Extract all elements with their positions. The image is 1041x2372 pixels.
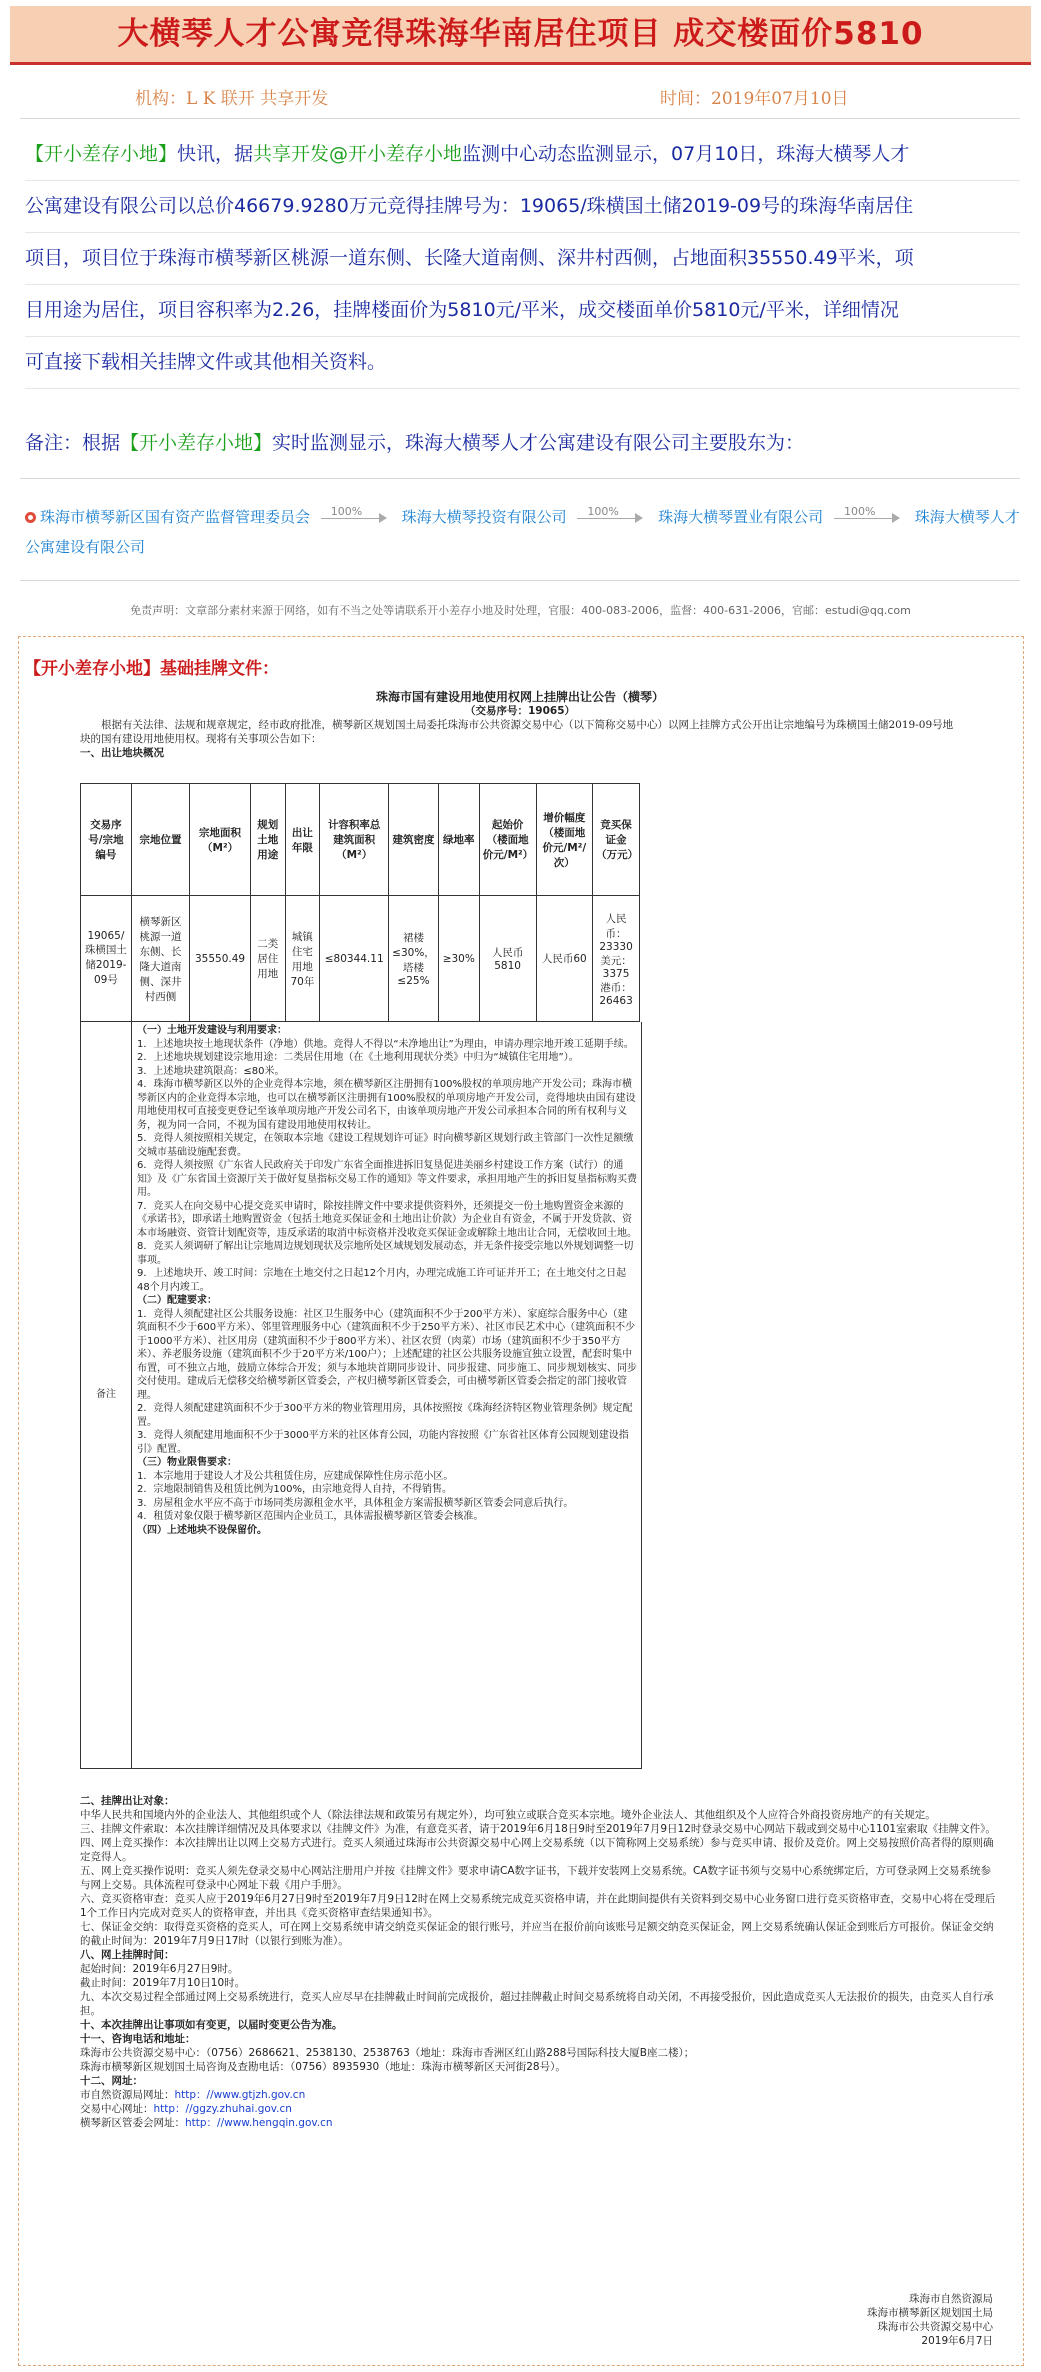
- table-cell: 城镇住宅用地70年: [285, 896, 320, 1022]
- time-label: 时间：2019年07月10日: [660, 89, 849, 109]
- source-tag: 【开小差存小地】: [25, 143, 178, 165]
- note-prefix: 备注：根据: [25, 432, 121, 454]
- page-title: 大横琴人才公寓竞得珠海华南居住项目 成交楼面价5810: [117, 16, 924, 52]
- shareholder-node[interactable]: 珠海大横琴人才公寓建设有限公司: [25, 508, 1020, 556]
- meta-row: [0, 84, 1041, 109]
- signature-line: 珠海市自然资源局: [909, 2293, 993, 2305]
- column-header: 交易序号/宗地编号: [81, 784, 132, 896]
- shareholder-chain: [25, 502, 1020, 562]
- remark-line: 6．竞得人须按照《广东省人民政府关于印发广东省全面推进拆旧复垦促进美丽乡村建设工作方案（试行）的通知》及《广东省国土资源厅关于做好复垦指标交易工作的通知》等文件要求，承担用地产生的拆旧复垦指标购买费用。: [137, 1160, 637, 1198]
- disclaimer: 免责声明：文章部分素材来源于网络，如有不当之处等请联系开小差存小地及时处理，官服：400-083-2006，监督：400-631-2006，官邮：estudi@qq.com: [130, 604, 911, 617]
- remark-line: 7．竞买人在向交易中心提交竞买申请时，除按挂牌文件中要求提供资料外，还须提交一份土地购置资金来源的《承诺书》，即承诺土地购置资金（包括土地竞买保证金和土地出让价款）为企业自有资金，不属于开发贷款、资本市场融资、资管计划配资等，违反承诺的取消中标资格并没收竞买保证金或解除土地出让合同，无偿收回土地。: [137, 1200, 637, 1239]
- notice-subtitle: （交易序号：19065）: [464, 705, 576, 717]
- term-line: 二、挂牌出让对象：: [80, 1795, 175, 1807]
- term-line: 六、竞买资格审查：竞买人应于2019年6月27日9时至2019年7月9日12时在网上交易系统完成竞买资格申请，并在此期间提供有关资料到交易中心业务窗口进行竞买资格审查，交易中心将在受理后1个工作日内完成对竞买人的资格审查，并出具《竞买资格审查结果通知书》。: [80, 1893, 996, 1919]
- remark-line: 3．上述地块建筑限高：≤80米。: [137, 1065, 285, 1077]
- column-header: 宗地面积（M²）: [190, 784, 251, 896]
- paragraph-line-1: [25, 128, 1020, 181]
- url-label: 市自然资源局网址：: [80, 2089, 175, 2101]
- remark-line: 5．竞得人须按照相关规定，在领取本宗地《建设工程规划许可证》时向横琴新区规划行政主管部门一次性足额缴交城市基础设施配套费。: [137, 1133, 634, 1158]
- remark-line: 9．上述地块开、竣工时间：宗地在土地交付之日起12个月内，办理完成施工许可证并开工；在土地交付之日起48个月内竣工。: [137, 1268, 627, 1293]
- term-line: 珠海市公共资源交易中心：（0756）2686621、2538130、2538763（地址：珠海市香洲区红山路288号国际科技大厦B座二楼）；: [80, 2047, 695, 2059]
- text-run: 目用途为居住，项目容积率为2.26，挂牌楼面价为5810元/平米，成交楼面单价5810元/平米，详细情况: [25, 299, 899, 321]
- term-line: 九、本次交易过程全部通过网上交易系统进行，竞买人应尽早在挂牌截止时间前完成报价，超过挂牌截止时间交易系统将自动关闭，不再接受报价，因此造成竞买人无法报价的损失，由竞买人自行承担。: [80, 1991, 994, 2017]
- paragraph-line-2: [25, 180, 1020, 233]
- source-tag: 【开小差存小地】: [120, 432, 273, 454]
- signature-line: 珠海市横琴新区规划国土局: [867, 2307, 993, 2319]
- column-header: 建筑密度: [389, 784, 439, 896]
- remark-line: 4．珠海市横琴新区以外的企业竞得本宗地，须在横琴新区注册拥有100%股权的单项房地产开发公司；珠海市横琴新区内的企业竞得本宗地，也可以在横琴新区注册拥有100%股权的单项房地产开发公司，竞得地块由国有建设用地使用权可直接变更登记至该单项房地产开发公司名下，由该单项房地产开发公司承担本合同的所有权利与义务，视为同一合同，不视为国有建设用地使用权转让。: [137, 1079, 636, 1131]
- monitor-link[interactable]: 共享开发@开小差存小地: [253, 143, 463, 165]
- table-cell: 二类居住用地: [251, 896, 286, 1022]
- remark-body: [137, 1024, 637, 1537]
- share-percent: 100%: [587, 504, 619, 518]
- term-line: 珠海市横琴新区规划国土局咨询及查勘电话：（0756）8935930（地址：珠海市横琴新区天河街28号）。: [80, 2061, 566, 2073]
- term-line: 起始时间：2019年6月27日9时。: [80, 1963, 239, 1975]
- note-text: 实时监测显示，珠海大横琴人才公寓建设有限公司主要股东为：: [272, 432, 805, 454]
- table-row: [81, 896, 640, 1022]
- remark-line: 1．上述地块按土地现状条件（净地）供地。竞得人不得以“未净地出让”为理由，申请办理宗地开竣工延期手续。: [137, 1038, 634, 1050]
- notice-terms: [80, 1794, 1000, 2130]
- column-header: 出让年限: [285, 784, 320, 896]
- term-line: 十一、咨询电话和地址：: [80, 2033, 196, 2045]
- term-line: 中华人民共和国境内外的企业法人、其他组织或个人（除法律法规和政策另有规定外），均可独立或联合竞买本宗地。境外企业法人、其他组织及个人应符合外商投资房地产的有关规定。: [80, 1809, 936, 1821]
- remark-line: （三）物业限售要求：: [137, 1457, 237, 1468]
- paragraph-line-3: [25, 232, 1020, 285]
- share-percent: 100%: [843, 504, 876, 518]
- table-header-row: [81, 784, 640, 896]
- term-line: 十、本次挂牌出让事项如有变更，以届时变更公告为准。: [80, 2019, 343, 2031]
- term-line: 八、网上挂牌时间：: [80, 1949, 175, 1961]
- table-cell: 裙楼≤30%，塔楼≤25%: [389, 896, 439, 1022]
- remark-line: 4．租赁对象仅限于横琴新区范围内企业员工，具体需报横琴新区管委会核准。: [137, 1511, 484, 1522]
- table-cell: 人民币60: [536, 896, 593, 1022]
- url-link[interactable]: http：//ggzy.zhuhai.gov.cn: [153, 2103, 292, 2115]
- divider: [20, 118, 1020, 119]
- table-cell: ≤80344.11: [320, 896, 389, 1022]
- org-label: 机构：L K 联开 共享开发: [135, 89, 329, 109]
- text-run: 公寓建设有限公司以总价46679.9280万元竞得挂牌号为：19065/珠横国土储2019-09号的珠海华南居住: [25, 195, 914, 217]
- term-line: 三、挂牌文件索取：本次挂牌详细情况及具体要求以《挂牌文件》为准，有意竞买者，请于2019年6月18日9时至2019年7月9日12时登录交易中心网站下载或到交易中心1101室索取《挂牌文件》。: [80, 1823, 996, 1835]
- remark-label: 备注: [81, 1022, 132, 1768]
- parcel-table: [80, 783, 640, 1022]
- remark-line: 3．竞得人须配建用地面积不少于3000平方米的社区体育公园，功能内容按照《广东省社区体育公园规划建设指引》配置。: [137, 1430, 629, 1455]
- divider: [20, 478, 1020, 479]
- paragraph-line-4: [25, 284, 1020, 337]
- url-link[interactable]: http：//www.hengqin.gov.cn: [185, 2117, 333, 2129]
- term-line: 四、网上竞买操作：本次挂牌出让以网上交易方式进行。竞买人须通过珠海市公共资源交易中心网上交易系统（以下简称网上交易系统）参与竞买申请、报价及竞价。网上交易按照价高者得的原则确定竞得人。: [80, 1837, 994, 1863]
- paragraph-line-5: [25, 336, 1020, 389]
- table-cell: 人民币：23330 美元：3375 港币：26463: [593, 896, 640, 1022]
- remark-line: （一）土地开发建设与利用要求：: [137, 1025, 287, 1036]
- signature-line: 2019年6月7日: [921, 2335, 993, 2347]
- url-line: [80, 2088, 1000, 2102]
- section-heading: 一、出让地块概况: [80, 747, 164, 759]
- remark-line: （四）上述地块不设保留价。: [137, 1524, 267, 1536]
- shareholder-note: [25, 428, 1020, 455]
- signature-line: 珠海市公共资源交易中心: [877, 2321, 993, 2333]
- remark-block: [80, 1022, 642, 1769]
- term-line: 五、网上竞买操作说明：竞买人须先登录交易中心网站注册用户并按《挂牌文件》要求申请CA数字证书，下载并安装网上交易系统。CA数字证书须与交易中心系统绑定后，方可登录网上交易系统参与网上交易。具体流程可登录中心网址下载《用户手册》。: [80, 1865, 992, 1891]
- remark-line: 2．上述地块规划建设宗地用途：二类居住用地（在《土地利用现状分类》中归为“城镇住宅用地”）。: [137, 1052, 579, 1063]
- shareholder-node[interactable]: 珠海市横琴新区国有资产监督管理委员会: [40, 508, 311, 526]
- column-header: 竞买保证金（万元）: [593, 784, 640, 896]
- remark-line: 1．竞得人须配建社区公共服务设施：社区卫生服务中心（建筑面积不少于200平方米）、家庭综合服务中心（建筑面积不少于600平方米）、邻里管理服务中心（建筑面积不少于250平方米）、社区市民艺术中心（建筑面积不少于1000平方米）、社区用房（建筑面积不少于800平方米）、社区农贸（肉菜）市场（建筑面积不少于350平方米）、养老服务设施（建筑面积不少于20平方米/100户）；上述配建的社区公共服务设施宜独立设置，配套时集中布置，可不独立占地，鼓励立体综合开发；须与本地块首期同步设计、同步报建、同步施工、同步规划核实、同步交付使用。建成后无偿移交给横琴新区管委会，产权归横琴新区管委会，可由横琴新区管委会指定的部门接收管理。: [137, 1308, 637, 1401]
- notice-title: 珠海市国有建设用地使用权网上挂牌出让公告（横琴）: [375, 690, 664, 704]
- url-label: 交易中心网址：: [80, 2103, 154, 2115]
- url-line: [80, 2102, 1000, 2116]
- table-cell: ≥30%: [438, 896, 479, 1022]
- table-cell: 19065/珠横国土储2019-09号: [81, 896, 132, 1022]
- url-label: 横琴新区管委会网址：: [80, 2117, 185, 2129]
- column-header: 计容积率总建筑面积（M²）: [320, 784, 389, 896]
- column-header: 绿地率: [438, 784, 479, 896]
- shareholder-node[interactable]: 珠海大横琴投资有限公司: [401, 508, 567, 526]
- remark-line: 3．房屋租金水平应不高于市场同类房源租金水平，具体租金方案需报横琴新区管委会同意后执行。: [137, 1497, 574, 1509]
- text-run: 快讯，据: [177, 143, 254, 165]
- column-header: 规划土地用途: [251, 784, 286, 896]
- text-run: 监测中心动态监测显示，07月10日，珠海大横琴人才: [462, 143, 910, 165]
- remark-line: （二）配建要求：: [137, 1295, 217, 1306]
- url-link[interactable]: http：//www.gtjzh.gov.cn: [174, 2089, 306, 2101]
- table-cell: 人民币5810: [479, 896, 536, 1022]
- column-header: 宗地位置: [131, 784, 189, 896]
- table-cell: 35550.49: [190, 896, 251, 1022]
- text-run: 可直接下载相关挂牌文件或其他相关资料。: [25, 351, 387, 373]
- arrow-icon: [577, 504, 647, 525]
- remark-line: 1．本宗地用于建设人才及公共租赁住房，应建成保障性住房示范小区。: [137, 1470, 454, 1482]
- title-bar: [10, 6, 1031, 65]
- arrow-icon: [834, 504, 904, 525]
- term-line: 七、保证金交纳：取得竞买资格的竞买人，可在网上交易系统申请交纳竞买保证金的银行账号，并应当在报价前向该账号足额交纳竞买保证金，网上交易系统确认保证金到账后方可报价。保证金交纳的截止时间为：2019年7月9日17时（以银行到账为准）。: [80, 1921, 994, 1947]
- company-icon: [25, 512, 36, 523]
- remark-line: 2．宗地限制销售及租赁比例为100%，由宗地竞得人自持，不得销售。: [137, 1484, 452, 1495]
- table-cell: 横琴新区桃源一道东侧、长隆大道南侧、深井村西侧: [131, 896, 189, 1022]
- url-line: [80, 2116, 1000, 2130]
- notice-intro: 根据有关法律、法规和规章规定，经市政府批准，横琴新区规划国土局委托珠海市公共资源交易中心（以下简称交易中心）以网上挂牌方式公开出让宗地编号为珠横国土储2019-09号地块的国有建设用地使用权。现将有关事项公告如下：: [80, 719, 954, 745]
- divider: [20, 580, 1020, 581]
- notice-header: [80, 690, 960, 760]
- signature-block: [867, 2292, 993, 2348]
- remark-line: 2．竞得人须配建建筑面积不少于300平方米的物业管理用房，具体按照按《珠海经济特区物业管理条例》规定配置。: [137, 1403, 633, 1428]
- document-heading: 【开小差存小地】基础挂牌文件：: [24, 659, 279, 679]
- arrow-icon: [321, 504, 391, 525]
- shareholder-node[interactable]: 珠海大横琴置业有限公司: [658, 508, 824, 526]
- column-header: 起始价（楼面地价元/M²）: [479, 784, 536, 896]
- column-header: 增价幅度（楼面地价元/M²/次）: [536, 784, 593, 896]
- share-percent: 100%: [330, 504, 363, 518]
- term-line: 十二、网址：: [80, 2075, 143, 2087]
- remark-line: 8．竞买人须调研了解出让宗地周边规划现状及宗地所处区域规划发展动态，并无条件接受宗地以外规划调整一切事项。: [137, 1241, 634, 1266]
- text-run: 项目，项目位于珠海市横琴新区桃源一道东侧、长隆大道南侧、深井村西侧，占地面积35550.49平米，项: [25, 247, 914, 269]
- term-line: 截止时间：2019年7月10日10时。: [80, 1977, 246, 1989]
